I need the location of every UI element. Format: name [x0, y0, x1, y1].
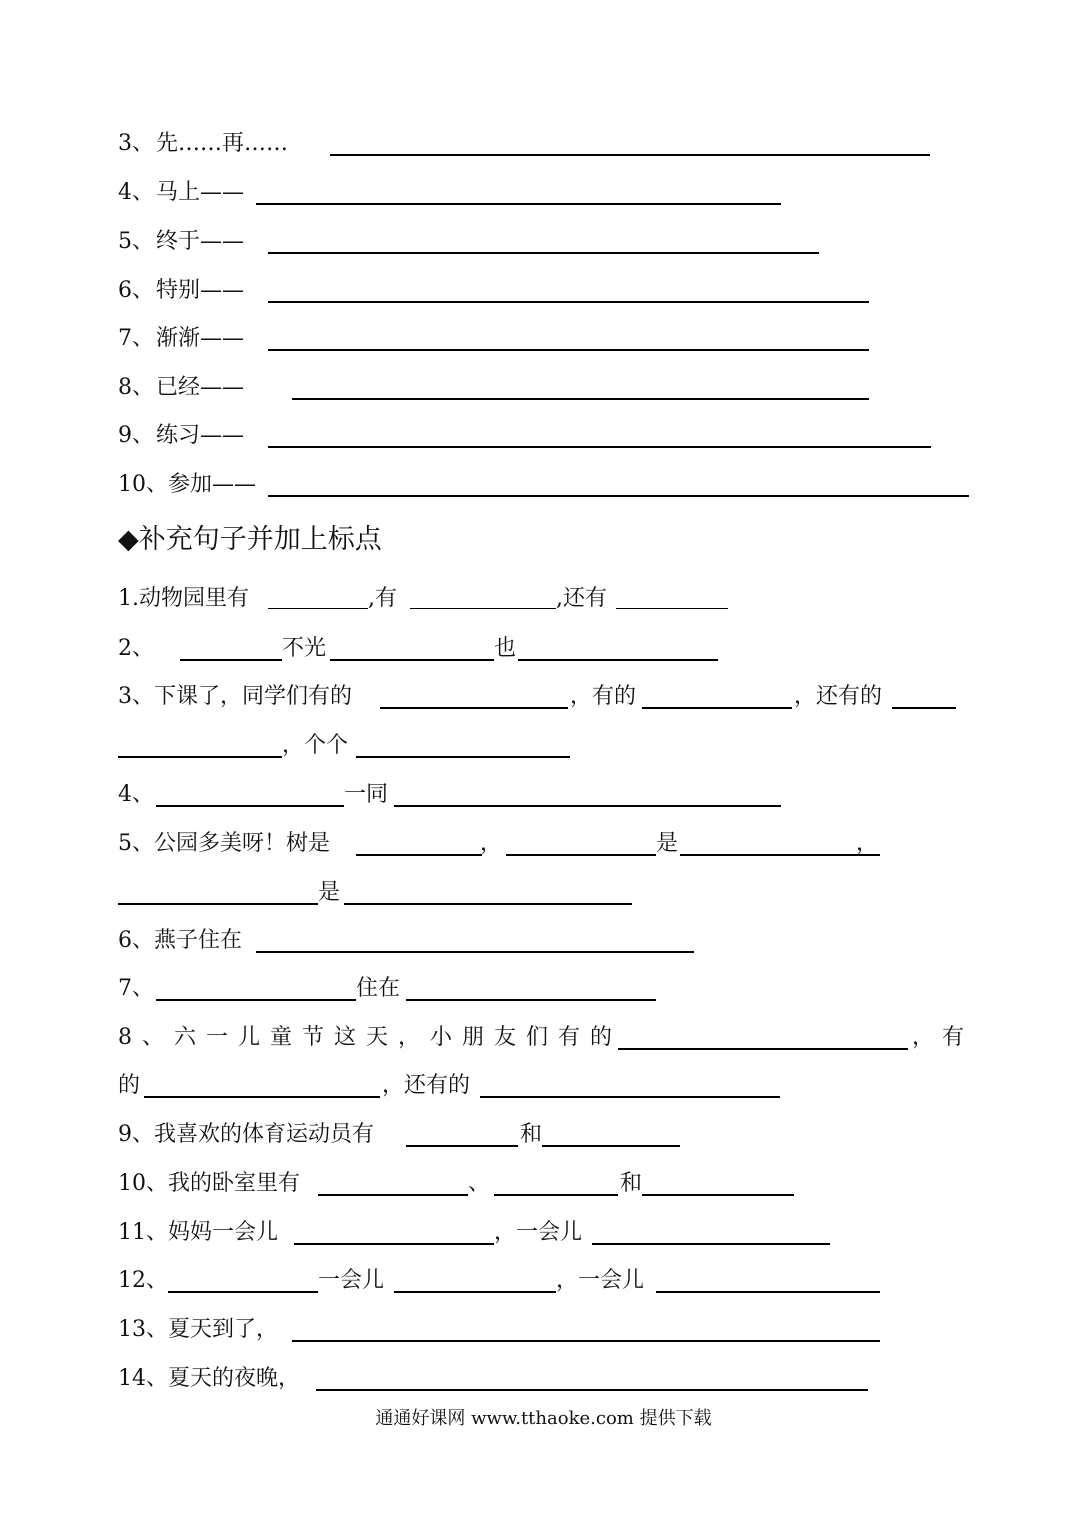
sentence-text: ， — [480, 831, 503, 856]
item-word: 终于—— — [156, 229, 245, 254]
item-number: 9、 — [118, 423, 154, 448]
sentence-text: ，个个 — [282, 733, 349, 758]
answer-blank[interactable] — [480, 1096, 780, 1098]
answer-blank[interactable] — [168, 1291, 318, 1293]
answer-blank[interactable] — [410, 608, 556, 609]
sentence-text: 6、燕子住在 — [118, 928, 242, 953]
answer-blank[interactable] — [316, 1389, 868, 1391]
item-word: 参加—— — [168, 472, 257, 497]
item-number: 4、 — [118, 180, 154, 205]
answer-blank[interactable] — [268, 495, 969, 497]
answer-blank[interactable] — [592, 1243, 830, 1245]
answer-blank[interactable] — [618, 1048, 908, 1050]
sentence-text: ，有 — [912, 1025, 973, 1050]
answer-blank[interactable] — [330, 154, 930, 156]
answer-blank[interactable] — [892, 707, 956, 709]
item-number: 6、 — [118, 278, 154, 303]
answer-blank[interactable] — [256, 951, 694, 953]
sentence-text: 14、夏天的夜晚， — [118, 1366, 300, 1391]
sentence-text: 3、下课了，同学们有的 — [118, 684, 352, 709]
item-number: 10、 — [118, 472, 168, 497]
answer-blank[interactable] — [118, 903, 318, 905]
sentence-text: ，还有的 — [382, 1073, 471, 1098]
sentence-text: 住在 — [356, 976, 401, 1001]
answer-blank[interactable] — [518, 659, 718, 661]
answer-blank[interactable] — [356, 756, 570, 758]
answer-blank[interactable] — [180, 659, 282, 661]
item-number: 7、 — [118, 976, 154, 1001]
answer-blank[interactable] — [406, 999, 656, 1001]
sentence-text: ,有 — [368, 586, 397, 611]
sentence-text: 是 — [318, 880, 341, 905]
answer-blank[interactable] — [506, 854, 656, 856]
sentence-text: 、 — [468, 1171, 491, 1196]
item-word: 先……再…… — [156, 131, 289, 156]
answer-blank[interactable] — [406, 1145, 518, 1147]
answer-blank[interactable] — [156, 805, 344, 807]
answer-blank[interactable] — [268, 608, 368, 609]
sentence-text: 11、妈妈一会儿 — [118, 1220, 278, 1245]
sentence-text: 13、夏天到了， — [118, 1317, 278, 1342]
answer-blank[interactable] — [318, 1194, 468, 1196]
sentence-text: ，一会儿 — [556, 1268, 645, 1293]
item-number: 4、 — [118, 782, 154, 807]
answer-blank[interactable] — [642, 707, 792, 709]
answer-blank[interactable] — [616, 608, 728, 609]
answer-blank[interactable] — [344, 903, 632, 905]
sentence-text: 一会儿 — [318, 1268, 385, 1293]
answer-blank[interactable] — [156, 999, 356, 1001]
item-number: 7、 — [118, 326, 154, 351]
item-word: 渐渐—— — [156, 326, 245, 351]
sentence-text: 和 — [520, 1122, 543, 1147]
item-number: 12、 — [118, 1268, 168, 1293]
answer-blank[interactable] — [394, 1291, 556, 1293]
answer-blank[interactable] — [268, 446, 931, 448]
answer-blank[interactable] — [292, 1340, 880, 1342]
item-number: 2、 — [118, 636, 154, 661]
sentence-text: 9、我喜欢的体育运动员有 — [118, 1122, 374, 1147]
answer-blank[interactable] — [542, 1145, 680, 1147]
sentence-text: 和 — [620, 1171, 643, 1196]
item-number: 8、 — [118, 375, 154, 400]
answer-blank[interactable] — [656, 1291, 880, 1293]
sentence-text: 也 — [494, 636, 517, 661]
sentence-text: 不光 — [282, 636, 327, 661]
sentence-text: ,还有 — [556, 586, 607, 611]
answer-blank[interactable] — [380, 707, 568, 709]
answer-blank[interactable] — [292, 398, 869, 400]
page-footer: 通通好课网 www.tthaoke.com 提供下载 — [375, 1408, 712, 1429]
item-word: 特别—— — [156, 278, 245, 303]
sentence-text: ， — [856, 831, 879, 856]
answer-blank[interactable] — [394, 805, 781, 807]
answer-blank[interactable] — [268, 349, 869, 351]
sentence-text: 1.动物园里有 — [118, 586, 249, 611]
answer-blank[interactable] — [642, 1194, 794, 1196]
answer-blank[interactable] — [680, 854, 880, 856]
answer-blank[interactable] — [268, 252, 819, 254]
item-word: 已经—— — [156, 375, 245, 400]
sentence-text: 一同 — [344, 782, 389, 807]
item-word: 练习—— — [156, 423, 245, 448]
sentence-text: ，一会儿 — [494, 1220, 583, 1245]
sentence-text: 是 — [656, 831, 679, 856]
sentence-text: 8、六一儿童节这天，小朋友们有的 — [118, 1025, 622, 1050]
answer-blank[interactable] — [268, 301, 869, 303]
item-number: 5、 — [118, 229, 154, 254]
answer-blank[interactable] — [356, 854, 482, 856]
sentence-text: ，有的 — [570, 684, 637, 709]
sentence-text: 5、公园多美呀！树是 — [118, 831, 330, 856]
sentence-text: 的 — [118, 1073, 141, 1098]
answer-blank[interactable] — [144, 1096, 380, 1098]
answer-blank[interactable] — [494, 1194, 618, 1196]
section-heading: ◆补充句子并加上标点 — [118, 524, 382, 555]
item-word: 马上—— — [156, 180, 245, 205]
sentence-text: ，还有的 — [794, 684, 883, 709]
answer-blank[interactable] — [256, 203, 781, 205]
answer-blank[interactable] — [118, 756, 282, 758]
answer-blank[interactable] — [330, 659, 494, 661]
sentence-text: 10、我的卧室里有 — [118, 1171, 300, 1196]
item-number: 3、 — [118, 131, 154, 156]
answer-blank[interactable] — [294, 1243, 494, 1245]
